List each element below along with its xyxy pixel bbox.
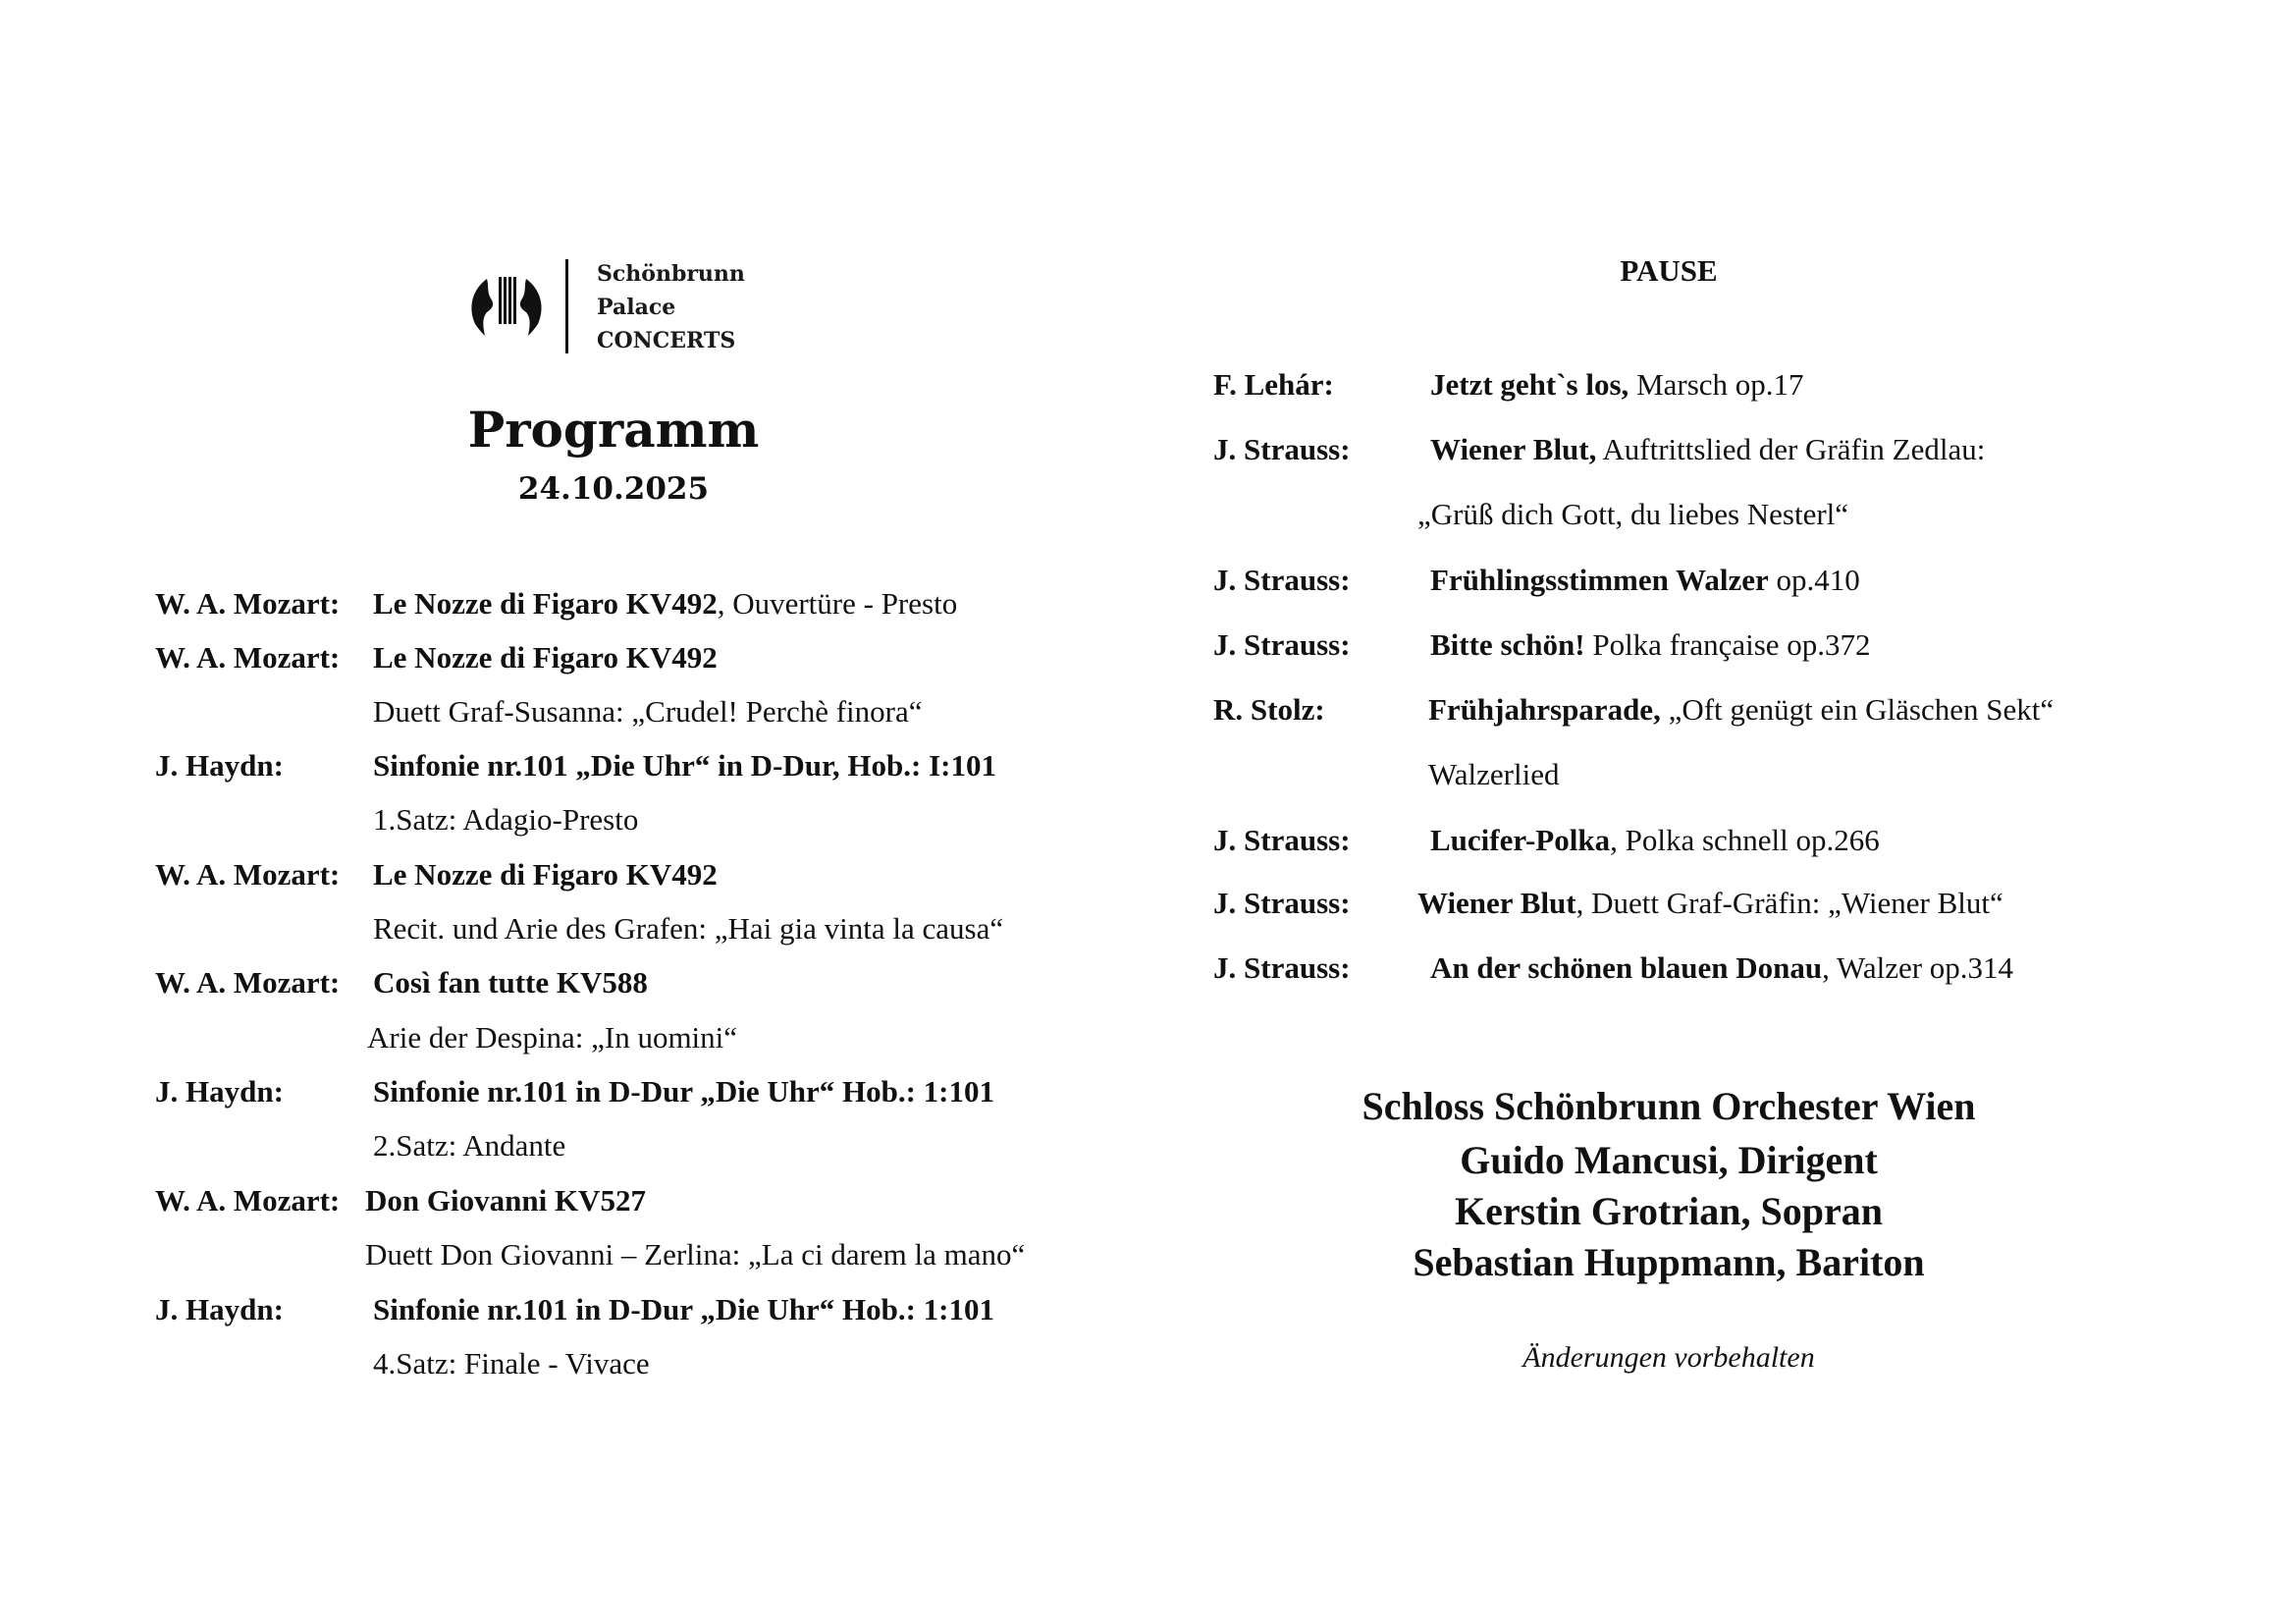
- logo-line-2: Palace: [597, 295, 676, 320]
- work-subtitle: 1.Satz: Adagio-Presto: [373, 802, 639, 837]
- composer: W. A. Mozart:: [155, 965, 341, 1000]
- work-title: Le Nozze di Figaro KV492: [373, 857, 718, 892]
- work-detail: , Walzer op.314: [1822, 950, 2014, 985]
- composer: J. Haydn:: [155, 1074, 284, 1109]
- page-title: Programm: [467, 401, 760, 459]
- ensemble-soprano: Kerstin Grotrian, Sopran: [1455, 1189, 1883, 1233]
- violin-harp-icon: [465, 257, 563, 355]
- composer: W. A. Mozart:: [155, 640, 341, 675]
- work-subtitle: 2.Satz: Andante: [373, 1128, 566, 1163]
- composer: J. Haydn:: [155, 1292, 284, 1326]
- program-item: [1417, 884, 2003, 923]
- composer: J. Strauss:: [1213, 950, 1351, 985]
- program-item: [373, 584, 957, 623]
- work-title: Wiener Blut: [1417, 886, 1576, 920]
- composer: J. Haydn:: [155, 748, 284, 783]
- work-title: Bitte schön!: [1430, 627, 1585, 662]
- program-item: [1430, 948, 2013, 988]
- concert-date: 24.10.2025: [517, 471, 710, 507]
- composer: J. Strauss:: [1213, 627, 1351, 662]
- work-detail: Polka française op.372: [1584, 627, 1871, 662]
- ensemble-baritone: Sebastian Huppmann, Bariton: [1413, 1240, 1925, 1284]
- work-subtitle: „Grüß dich Gott, du liebes Nesterl“: [1417, 497, 1849, 531]
- work-subtitle: Arie der Despina: „In uomini“: [367, 1020, 738, 1055]
- work-title: Sinfonie nr.101 „Die Uhr“ in D-Dur, Hob.: I:101: [373, 748, 997, 783]
- composer: J. Strauss:: [1213, 886, 1351, 920]
- work-detail: Auftrittslied der Gräfin Zedlau:: [1596, 432, 1986, 466]
- work-detail: , Polka schnell op.266: [1610, 823, 1880, 857]
- ensemble-orchestra: Schloss Schönbrunn Orchester Wien: [1362, 1084, 1976, 1128]
- program-item: [1428, 690, 2054, 730]
- work-title: Le Nozze di Figaro KV492: [373, 586, 718, 621]
- work-subtitle: Duett Don Giovanni – Zerlina: „La ci darem la mano“: [365, 1237, 1026, 1272]
- changes-reserved-note: Änderungen vorbehalten: [1522, 1341, 1815, 1374]
- composer: J. Strauss:: [1213, 432, 1351, 466]
- logo-divider: [565, 259, 568, 353]
- work-title: Don Giovanni KV527: [365, 1183, 646, 1218]
- composer: F. Lehár:: [1213, 367, 1334, 402]
- program-item: [1430, 625, 1871, 665]
- composer: W. A. Mozart:: [155, 586, 341, 621]
- logo-text: [597, 257, 745, 357]
- work-title: Sinfonie nr.101 in D-Dur „Die Uhr“ Hob.: 1:101: [373, 1074, 994, 1109]
- work-title: Frühlingsstimmen Walzer: [1430, 563, 1769, 597]
- logo-line-3: CONCERTS: [597, 328, 736, 353]
- logo: [461, 257, 579, 355]
- work-title: Lucifer-Polka: [1430, 823, 1611, 857]
- work-title: Wiener Blut,: [1430, 432, 1597, 466]
- work-title: An der schönen blauen Donau: [1430, 950, 1823, 985]
- program-item: [1430, 430, 1985, 469]
- work-subtitle: Walzerlied: [1428, 757, 1560, 791]
- composer: R. Stolz:: [1213, 692, 1325, 727]
- logo-line-1: Schönbrunn: [597, 261, 745, 287]
- work-title: Così fan tutte KV588: [373, 965, 648, 1000]
- composer: J. Strauss:: [1213, 563, 1351, 597]
- work-detail: , Duett Graf-Gräfin: „Wiener Blut“: [1575, 886, 2003, 920]
- ensemble-conductor: Guido Mancusi, Dirigent: [1460, 1138, 1878, 1182]
- work-detail: , Ouvertüre - Presto: [717, 586, 958, 621]
- composer: W. A. Mozart:: [155, 857, 341, 892]
- composer: W. A. Mozart:: [155, 1183, 341, 1218]
- work-title: Sinfonie nr.101 in D-Dur „Die Uhr“ Hob.: 1:101: [373, 1292, 994, 1326]
- work-subtitle: Duett Graf-Susanna: „Crudel! Perchè finora“: [373, 694, 923, 729]
- work-detail: Marsch op.17: [1629, 367, 1804, 402]
- work-title: Frühjahrsparade,: [1428, 692, 1661, 727]
- composer: J. Strauss:: [1213, 823, 1351, 857]
- program-item: [1430, 365, 1804, 405]
- program-item: [1430, 561, 1860, 600]
- work-title: Le Nozze di Figaro KV492: [373, 640, 718, 675]
- work-detail: „Oft genügt ein Gläschen Sekt“: [1660, 692, 2055, 727]
- work-subtitle: Recit. und Arie des Grafen: „Hai gia vinta la causa“: [373, 911, 1004, 946]
- work-subtitle: 4.Satz: Finale - Vivace: [373, 1346, 650, 1380]
- pause-heading: PAUSE: [1620, 253, 1718, 288]
- program-item: [1430, 821, 1880, 860]
- work-title: Jetzt geht`s los,: [1430, 367, 1629, 402]
- work-detail: op.410: [1768, 563, 1860, 597]
